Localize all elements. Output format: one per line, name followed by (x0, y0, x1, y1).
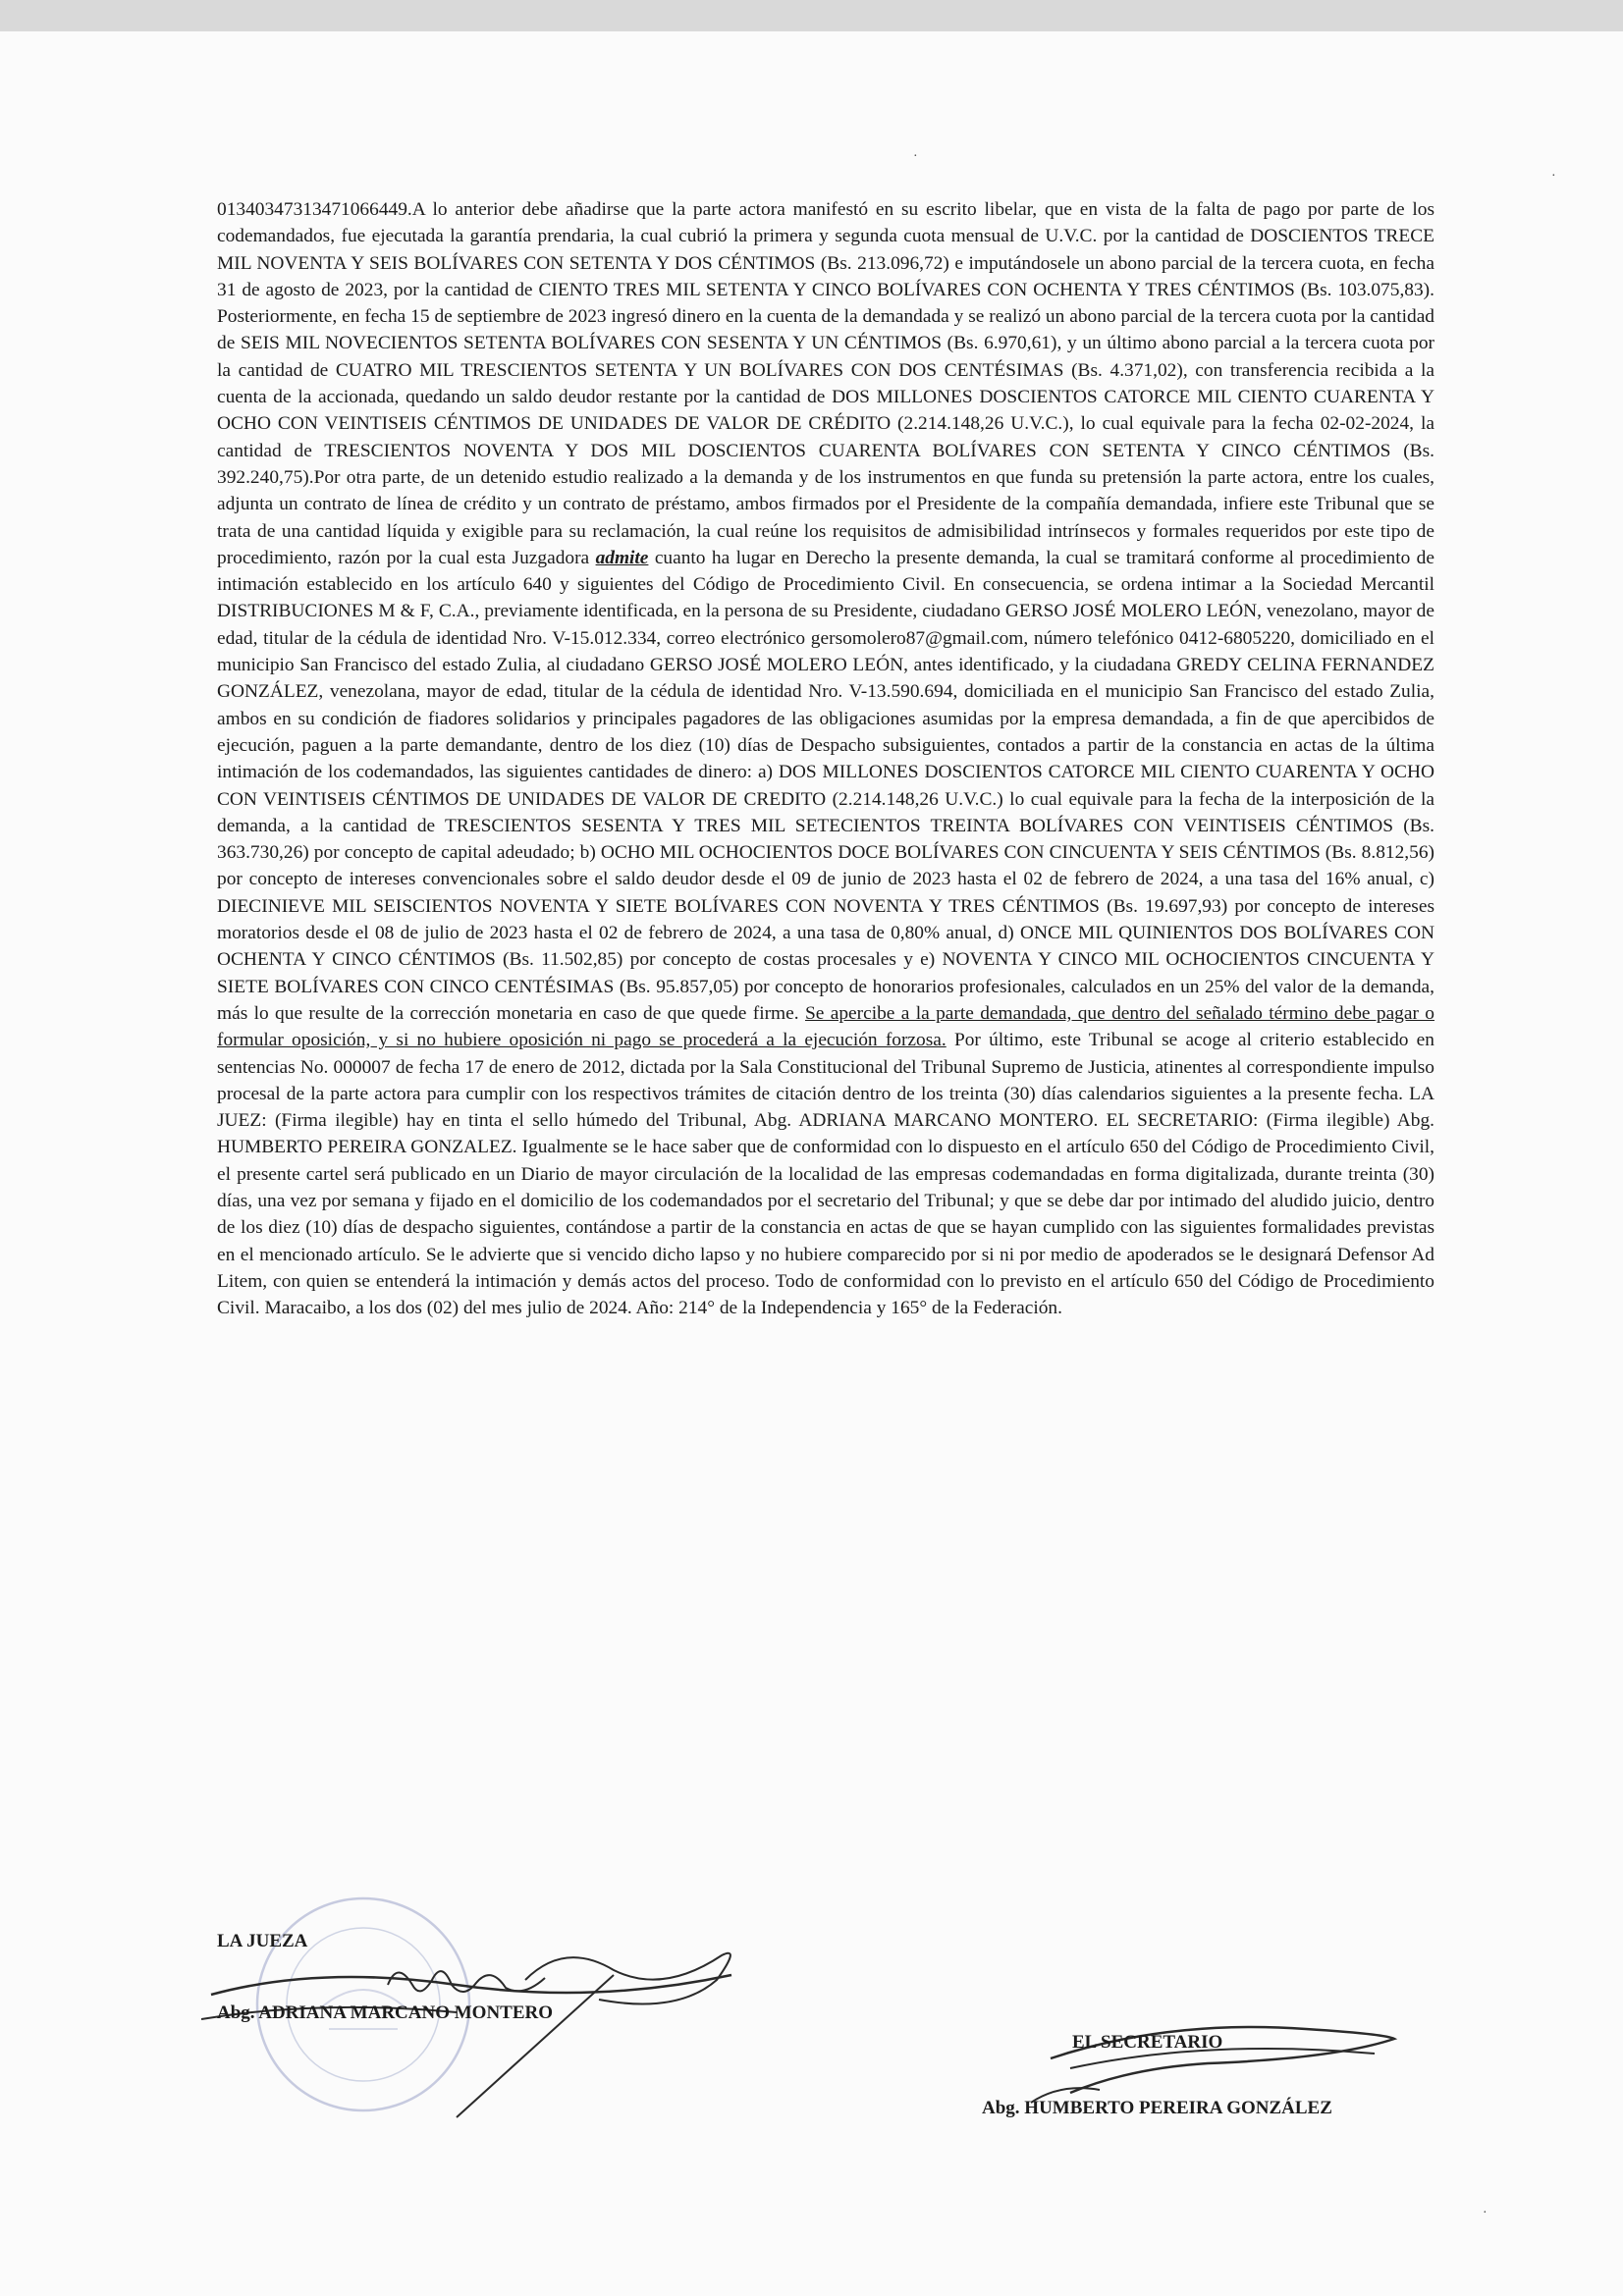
scan-mark: · (1483, 2206, 1488, 2220)
admite-emphasis: admite (595, 547, 649, 568)
document-body (217, 196, 1434, 1321)
scan-mark: · (1551, 169, 1556, 184)
text-segment: Por último, este Tribunal se acoge al criterio establecido en sentencias No. 000007 de fecha 17 de enero de 2012, dictada por la Sala Constitucional del Tribunal Supremo de Justicia, atinentes al correspondiente impulso procesal de la parte actora para cumplir con los respectivos trámites de citación dentro de los treinta (30) días calendarios siguientes a la presente fecha. LA JUEZ: (Firma ilegible) hay en tinta el sello húmedo del Tribunal, Abg. ADRIANA MARCANO MONTERO. EL SECRETARIO: (Firma ilegible) Abg. HUMBERTO PEREIRA GONZALEZ. Igualmente se le hace saber que de conformidad con lo dispuesto en el artículo 650 del Código de Procedimiento Civil, el presente cartel será publicado en un Diario de mayor circulación de la localidad de las empresas codemandadas en forma digitalizada, durante treinta (30) días, una vez por semana y fijado en el domicilio de los codemandados por el secretario del Tribunal; y que se debe dar por intimado del aludido juicio, dentro de los diez (10) días de despacho siguientes, contándose a partir de la constancia en actas de que se hayan cumplido con las siguientes formalidades previstas en el mencionado artículo. Se le advierte que si vencido dicho lapso y no hubiere comparecido por si ni por medio de apoderados se le designará Defensor Ad Litem, con quien se entenderá la intimación y demás actos del proceso. Todo de conformidad con lo previsto en el artículo 650 del Código de Procedimiento Civil. Maracaibo, a los dos (02) del mes julio de 2024. Año: 214° de la Independencia y 165° de la Federación. (217, 1030, 1434, 1319)
scan-mark: · (913, 149, 918, 164)
text-segment: cuanto ha lugar en Derecho la presente demanda, la cual se tramitará conforme al procedimiento de intimación establecido en los artículo 640 y siguientes del Código de Procedimiento Civil. En consecuencia, se ordena intimar a la Sociedad Mercantil DISTRIBUCIONES M & F, C.A., previamente identificada, en la persona de su Presidente, ciudadano GERSO JOSÉ MOLERO LEÓN, venezolano, mayor de edad, titular de la cédula de identidad Nro. V-15.012.334, correo electrónico gersomolero87@gmail.com, número telefónico 0412-6805220, domiciliado en el municipio San Francisco del estado Zulia, al ciudadano GERSO JOSÉ MOLERO LEÓN, antes identificado, y la ciudadana GREDY CELINA FERNANDEZ GONZÁLEZ, venezolana, mayor de edad, titular de la cédula de identidad Nro. V-13.590.694, domiciliada en el municipio San Francisco del estado Zulia, ambos en su condición de fiadores solidarios y principales pagadores de las obligaciones asumidas por la empresa demandada, a fin de que apercibidos de ejecución, paguen a la parte demandante, dentro de los diez (10) días de Despacho subsiguientes, contados a partir de la constancia en actas de la última intimación de los codemandados, las siguientes cantidades de dinero: a) DOS MILLONES DOSCIENTOS CATORCE MIL CIENTO CUARENTA Y OCHO CON VEINTISEIS CÉNTIMOS DE UNIDADES DE VALOR DE CREDITO (2.214.148,26 U.V.C.) lo cual equivale para la fecha de la interposición de la demanda, a la cantidad de TRESCIENTOS SESENTA Y TRES MIL SETECIENTOS TREINTA BOLÍVARES CON VEINTISEIS CÉNTIMOS (Bs. 363.730,26) por concepto de capital adeudado; b) OCHO MIL OCHOCIENTOS DOCE BOLÍVARES CON CINCUENTA Y SEIS CÉNTIMOS (Bs. 8.812,56) por concepto de intereses convencionales sobre el saldo deudor desde el 09 de junio de 2023 hasta el 02 de febrero de 2024, a una tasa del 16% anual, c) DIECINIEVE MIL SEISCIENTOS NOVENTA Y SIETE BOLÍVARES CON NOVENTA Y TRES CÉNTIMOS (Bs. 19.697,93) por concepto de intereses moratorios desde el 08 de julio de 2023 hasta el 02 de febrero de 2024, a una tasa de 0,80% anual, d) ONCE MIL QUINIENTOS DOS BOLÍVARES CON OCHENTA Y CINCO CÉNTIMOS (Bs. 11.502,85) por concepto de costas procesales y e) NOVENTA Y CINCO MIL OCHOCIENTOS CINCUENTA Y SIETE BOLÍVARES CON CINCO CENTÉSIMAS (Bs. 95.857,05) por concepto de honorarios profesionales, calculados en un 25% del valor de la demanda, más lo que resulte de la corrección monetaria en caso de que quede firme. (217, 547, 1434, 1024)
text-segment: 01340347313471066449.A lo anterior debe añadirse que la parte actora manifestó en su escrito libelar, que en vista de la falta de pago por parte de los codemandados, fue ejecutada la garantía prendaria, la cual cubrió la primera y segunda cuota mensual de U.V.C. por la cantidad de DOSCIENTOS TRECE MIL NOVENTA Y SEIS BOLÍVARES CON SETENTA Y DOS CÉNTIMOS (Bs. 213.096,72) e imputándosele un abono parcial de la tercera cuota, en fecha 31 de agosto de 2023, por la cantidad de CIENTO TRES MIL SETENTA Y CINCO BOLÍVARES CON OCHENTA Y TRES CÉNTIMOS (Bs. 103.075,83). Posteriormente, en fecha 15 de septiembre de 2023 ingresó dinero en la cuenta de la demandada y se realizó un abono parcial de la tercera cuota por la cantidad de SEIS MIL NOVECIENTOS SETENTA BOLÍVARES CON SESENTA Y UN CÉNTIMOS (Bs. 6.970,61), y un último abono parcial a la tercera cuota por la cantidad de CUATRO MIL TRESCIENTOS SETENTA Y UN BOLÍVARES CON DOS CENTÉSIMAS (Bs. 4.371,02), con transferencia recibida a la cuenta de la accionada, quedando un saldo deudor restante por la cantidad de DOS MILLONES DOSCIENTOS CATORCE MIL CIENTO CUARENTA Y OCHO CON VEINTISEIS CÉNTIMOS DE UNIDADES DE VALOR DE CRÉDITO (2.214.148,26 U.V.C.), lo cual equivale para la fecha 02-02-2024, la cantidad de TRESCIENTOS NOVENTA Y DOS MIL DOSCIENTOS CUARENTA BOLÍVARES CON SETENTA Y CINCO CÉNTIMOS (Bs. 392.240,75).Por otra parte, de un detenido estudio realizado a la demanda y de los instrumentos en que funda su pretensión la parte actora, entre los cuales, adjunta un contrato de línea de crédito y un contrato de préstamo, ambos firmados por el Presidente de la compañía demandada, infiere este Tribunal que se trata de una cantidad líquida y exigible para su reclamación, la cual reúne los requisitos de admisibilidad intrínsecos y formales requeridos por este tipo de procedimiento, razón por la cual esta Juzgadora (217, 199, 1434, 568)
underlined-warning: Se apercibe a la parte demandada, que dentro del señalado término debe pagar o formular oposición, y si no hubiere oposición ni pago se procederá a la ejecución forzosa. (217, 1002, 1435, 1051)
secretary-name: Abg. HUMBERTO PEREIRA GONZÁLEZ (982, 2098, 1332, 2118)
body-paragraph (217, 196, 1434, 1321)
judge-title: LA JUEZA (217, 1931, 308, 1951)
document-page (0, 31, 1623, 2296)
judge-name: Abg. ADRIANA MARCANO MONTERO (217, 2002, 554, 2023)
secretary-title: EL SECRETARIO (1072, 2032, 1223, 2053)
